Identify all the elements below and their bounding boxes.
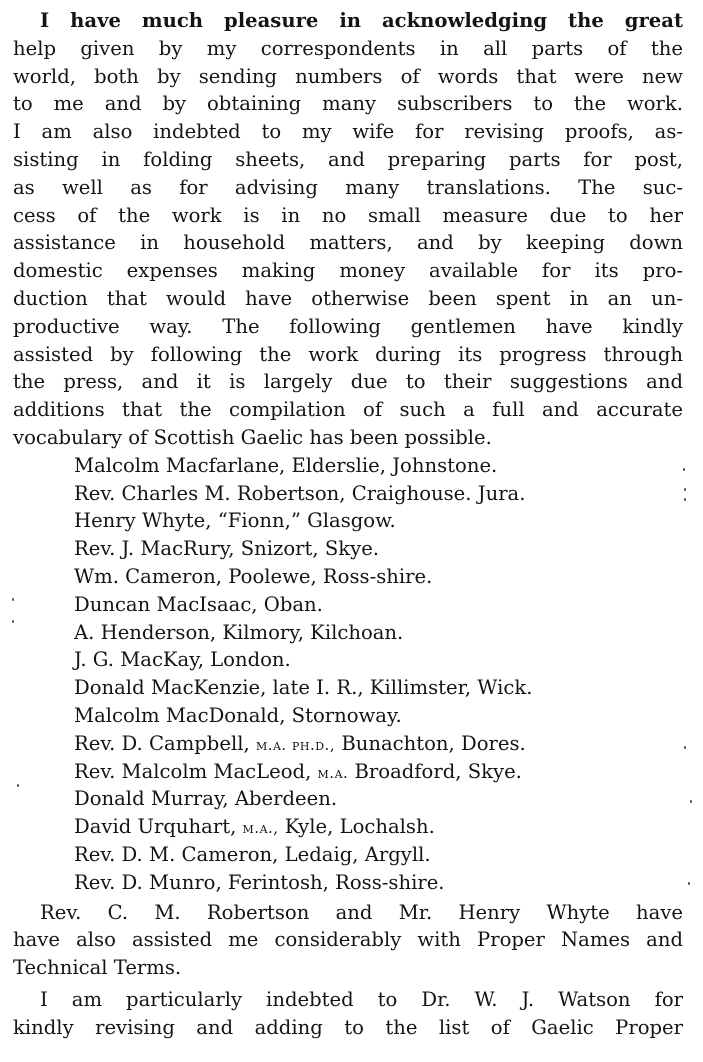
contributor-name: Rev. Malcolm MacLeod, — [74, 759, 318, 783]
scan-speck — [690, 800, 692, 803]
contributor-entry: Donald MacKenzie, late I. R., Killimster, Wick. — [74, 676, 533, 700]
academic-degree: m.a. — [317, 763, 349, 782]
contributor-entry — [13, 730, 683, 758]
paragraph-line: duction that would have otherwise been spent in an un- — [13, 286, 683, 310]
paragraph-line: productive way. The following gentlemen have kindly — [13, 314, 683, 338]
paragraph-line: cess of the work is in no small measure due to her — [13, 203, 683, 227]
contributor-entry: Rev. D. Munro, Ferintosh, Ross-shire. — [74, 870, 445, 894]
contributor-entry: Rev. Charles M. Robertson, Craighouse. Jura. — [74, 481, 526, 505]
contributor-entry: Rev. D. M. Cameron, Ledaig, Argyll. — [74, 842, 431, 866]
contributor-entry: J. G. MacKay, London. — [74, 648, 291, 672]
paragraph-line: as well as for advising many translations. The suc- — [13, 175, 683, 199]
scan-speck — [684, 498, 686, 501]
scan-speck — [688, 882, 690, 885]
contributor-entry: A. Henderson, Kilmory, Kilchoan. — [74, 620, 404, 644]
paragraph-line: assisted by following the work during its progress through — [13, 342, 683, 366]
paragraph-line: Technical Terms. — [13, 956, 182, 980]
contributor-entry: Duncan MacIsaac, Oban. — [74, 592, 323, 616]
scan-speck — [684, 488, 686, 491]
paragraph-line: the press, and it is largely due to their suggestions and — [13, 370, 683, 394]
academic-degree: m.a., — [242, 819, 279, 838]
paragraph-line: have also assisted me considerably with Proper Names and — [13, 928, 683, 952]
opening-sentence-start: I have much pleasure in acknowledging the great — [40, 9, 683, 32]
scan-speck — [12, 620, 14, 623]
contributor-entry: Donald Murray, Aberdeen. — [74, 787, 338, 811]
paragraph-line: additions that the compilation of such a full and accurate — [13, 398, 683, 422]
acknowledgement-paragraph — [13, 7, 683, 452]
contributor-entry — [13, 813, 683, 841]
document-page — [13, 7, 683, 1041]
scan-speck — [683, 468, 685, 471]
contributor-entry: Malcolm MacDonald, Stornoway. — [74, 703, 402, 727]
paragraph-line: kindly revising and adding to the list of Gaelic Proper — [13, 1015, 683, 1039]
contributor-entry: Wm. Cameron, Poolewe, Ross-shire. — [74, 564, 433, 588]
paragraph-line: Rev. C. M. Robertson and Mr. Henry Whyte have — [40, 900, 683, 924]
paragraph-line: help given by my correspondents in all parts of the — [13, 36, 683, 60]
contributors-list — [13, 452, 683, 897]
watson-paragraph — [13, 986, 683, 1042]
contributor-name: David Urquhart, — [74, 815, 243, 839]
contributor-place: Broadford, Skye. — [348, 759, 522, 783]
contributor-place: Bunachton, Dores. — [335, 731, 526, 755]
scan-speck — [17, 784, 19, 787]
academic-degree: m.a. ph.d., — [255, 735, 336, 754]
paragraph-line: assistance in household matters, and by keeping down — [13, 231, 683, 255]
contributor-place: Kyle, Lochalsh. — [278, 815, 435, 839]
paragraph-line: I am also indebted to my wife for revising proofs, as- — [13, 120, 683, 144]
paragraph-line: world, both by sending numbers of words that were new — [13, 64, 683, 88]
contributor-name: Rev. D. Campbell, — [74, 731, 256, 755]
contributor-entry — [13, 758, 683, 786]
paragraph-line: to me and by obtaining many subscribers to the work. — [13, 92, 683, 116]
contributor-entry: Malcolm Macfarlane, Elderslie, Johnstone. — [74, 453, 498, 477]
contributor-entry: Henry Whyte, “Fionn,” Glasgow. — [74, 509, 396, 533]
paragraph-line — [13, 7, 683, 35]
scan-speck — [684, 746, 686, 749]
proper-names-paragraph — [13, 899, 683, 982]
paragraph-line: domestic expenses making money available for its pro- — [13, 259, 683, 283]
contributor-entry: Rev. J. MacRury, Snizort, Skye. — [74, 537, 380, 561]
paragraph-line: I am particularly indebted to Dr. W. J. Watson for — [40, 987, 683, 1011]
paragraph-line: sisting in folding sheets, and preparing parts for post, — [13, 147, 683, 171]
paragraph-line: vocabulary of Scottish Gaelic has been possible. — [13, 425, 492, 449]
scan-speck — [12, 598, 14, 601]
